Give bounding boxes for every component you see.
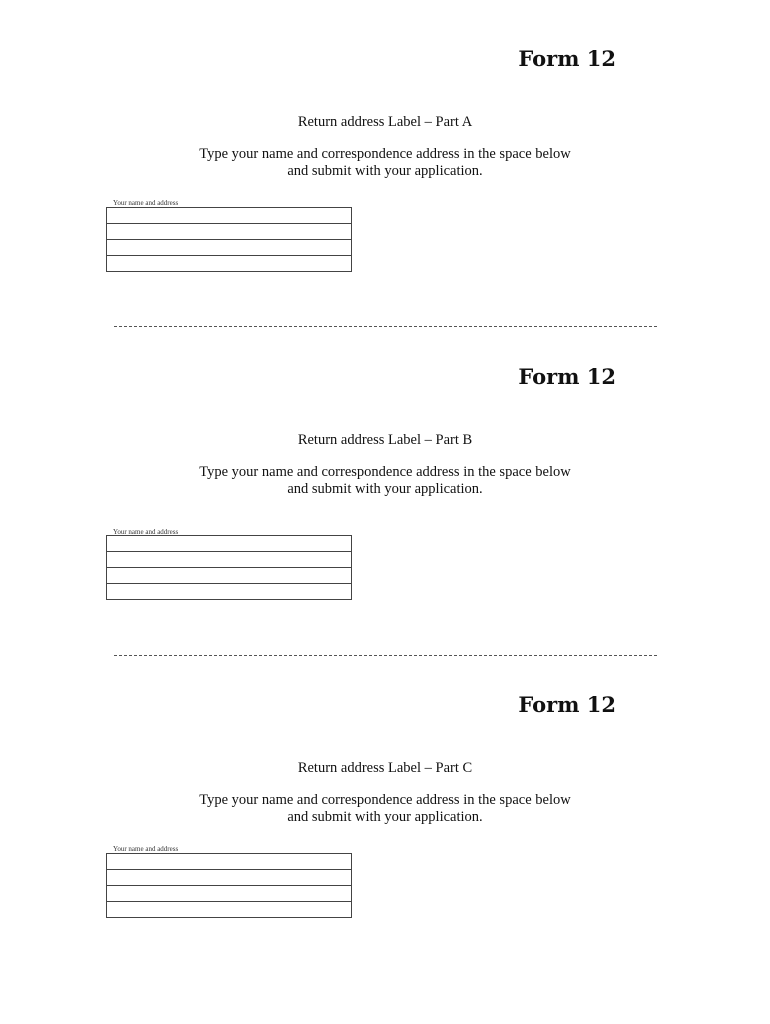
address-box-caption: Your name and address [113,528,179,536]
address-line-4[interactable] [107,584,351,600]
form-title: Form 12 [518,364,616,389]
instruction-line-2: and submit with your application. [287,481,483,497]
address-line-1[interactable] [107,854,351,870]
instructions [0,146,770,180]
instruction-line-2: and submit with your application. [287,809,483,825]
address-box [106,535,352,600]
address-line-4[interactable] [107,902,351,918]
address-line-3[interactable] [107,568,351,584]
address-line-4[interactable] [107,256,351,272]
form-title: Form 12 [518,692,616,717]
address-box-caption: Your name and address [113,845,179,853]
instruction-line-1: Type your name and correspondence address in the space below [199,146,571,162]
address-line-2[interactable] [107,552,351,568]
label-section-part-a [0,0,770,280]
address-line-3[interactable] [107,240,351,256]
form-title: Form 12 [518,46,616,71]
address-box [106,853,352,918]
address-line-2[interactable] [107,224,351,240]
address-line-3[interactable] [107,886,351,902]
address-box-caption: Your name and address [113,199,179,207]
address-line-2[interactable] [107,870,351,886]
part-label: Return address Label – Part A [297,114,473,130]
part-label: Return address Label – Part C [297,760,473,776]
address-line-1[interactable] [107,536,351,552]
address-line-1[interactable] [107,208,351,224]
instruction-line-1: Type your name and correspondence address in the space below [199,464,571,480]
part-label: Return address Label – Part B [297,432,473,448]
address-box [106,207,352,272]
label-section-part-c [0,646,770,926]
label-section-part-b [0,318,770,598]
instruction-line-2: and submit with your application. [287,163,483,179]
instructions [0,792,770,826]
instruction-line-1: Type your name and correspondence address in the space below [199,792,571,808]
instructions [0,464,770,498]
